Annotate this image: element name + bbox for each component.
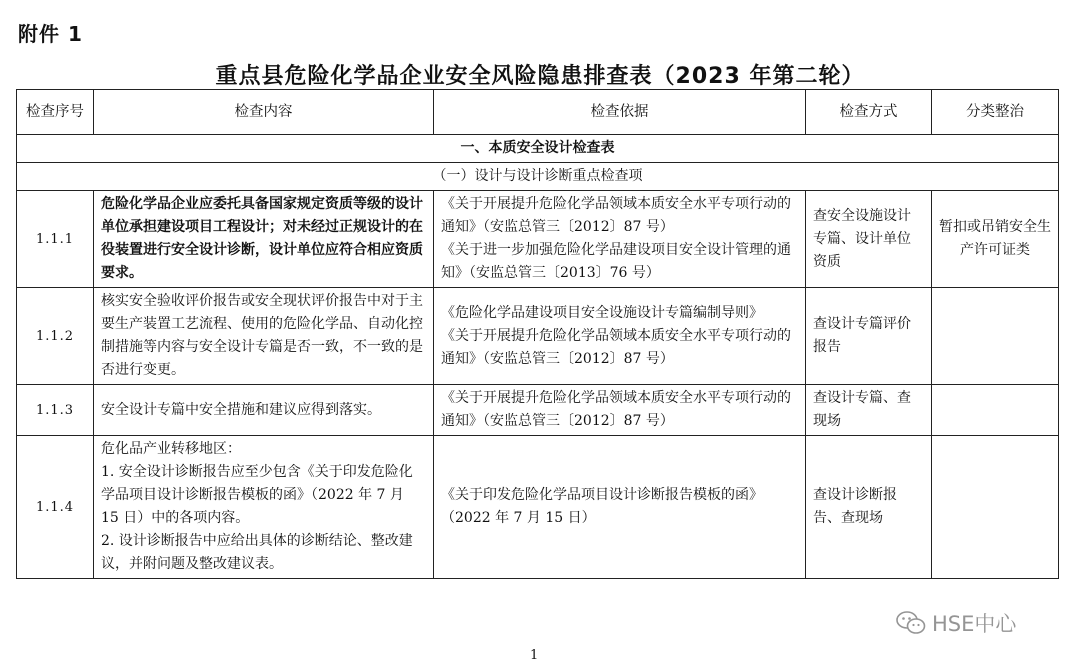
table-row	[17, 385, 1059, 436]
basis-item: 《关于开展提升危险化学品领域本质安全水平专项行动的通知》（安监总管三〔2012〕87 号）	[441, 327, 791, 367]
basis-item: 《危险化学品建设项目安全设施设计专篇编制导则》	[441, 304, 763, 321]
watermark	[896, 608, 1016, 638]
page-number: 1	[530, 648, 539, 663]
table-row	[17, 288, 1059, 385]
row-method: 查设计专篇评价报告	[806, 288, 932, 385]
document-title: 重点县危险化学品企业安全风险隐患排查表（2023 年第二轮）	[215, 64, 865, 89]
header-basis: 检查依据	[434, 90, 806, 135]
content-line: 危化品产业转移地区：	[101, 441, 241, 457]
row-number: 1.1.4	[17, 436, 94, 579]
wechat-icon	[896, 610, 926, 636]
row-content: 危险化学品企业应委托具备国家规定资质等级的设计单位承担建设项目工程设计；对未经过正规设计的在役装置进行安全设计诊断，设计单位应符合相应资质要求。	[94, 191, 434, 288]
row-method: 查设计诊断报告、查现场	[806, 436, 932, 579]
row-rectification	[932, 288, 1059, 385]
basis-item: 《关于进一步加强危险化学品建设项目安全设计管理的通知》（安监总管三〔2013〕76 号）	[441, 242, 791, 281]
row-number: 1.1.1	[17, 191, 94, 288]
row-basis	[434, 191, 806, 288]
row-rectification	[932, 436, 1059, 579]
row-method: 查安全设施设计专篇、设计单位资质	[806, 191, 932, 288]
table-row	[17, 191, 1059, 288]
table-row	[17, 436, 1059, 579]
row-content: 安全设计专篇中安全措施和建议应得到落实。	[94, 385, 434, 436]
row-content: 核实安全验收评价报告或安全现状评价报告中对于主要生产装置工艺流程、使用的危险化学品、自动化控制措施等内容与安全设计专篇是否一致，不一致的是否进行变更。	[94, 288, 434, 385]
subsection-title: （一）设计与设计诊断重点检查项	[17, 163, 1059, 191]
row-rectification	[932, 385, 1059, 436]
section-row	[17, 135, 1059, 163]
basis-item: 《关于印发危险化学品项目设计诊断报告模板的函》（2022 年 7 月 15 日）	[441, 487, 763, 526]
section-title: 一、本质安全设计检查表	[17, 135, 1059, 163]
row-basis	[434, 288, 806, 385]
row-number: 1.1.2	[17, 288, 94, 385]
row-rectification: 暂扣或吊销安全生产许可证类	[932, 191, 1059, 288]
watermark-text: HSE中心	[932, 612, 1017, 636]
header-content: 检查内容	[94, 90, 434, 135]
content-line: 1. 安全设计诊断报告应至少包含《关于印发危险化学品项目设计诊断报告模板的函》（2022 年 7 月 15 日）中的各项内容。	[101, 464, 413, 526]
row-content	[94, 436, 434, 579]
header-no: 检查序号	[17, 90, 94, 135]
content-line: 2. 设计诊断报告中应给出具体的诊断结论、整改建议，并附问题及整改建议表。	[101, 533, 413, 572]
row-number: 1.1.3	[17, 385, 94, 436]
basis-item: 《关于开展提升危险化学品领域本质安全水平专项行动的通知》（安监总管三〔2012〕87 号）	[441, 196, 791, 235]
header-row	[17, 90, 1059, 135]
row-basis	[434, 436, 806, 579]
row-method: 查设计专篇、查现场	[806, 385, 932, 436]
subsection-row	[17, 163, 1059, 191]
inspection-table	[16, 89, 1059, 579]
attachment-label: 附件 1	[18, 22, 83, 46]
row-basis	[434, 385, 806, 436]
header-rectification: 分类整治	[932, 90, 1059, 135]
basis-item: 《关于开展提升危险化学品领域本质安全水平专项行动的通知》（安监总管三〔2012〕87 号）	[441, 390, 791, 429]
header-method: 检查方式	[806, 90, 932, 135]
